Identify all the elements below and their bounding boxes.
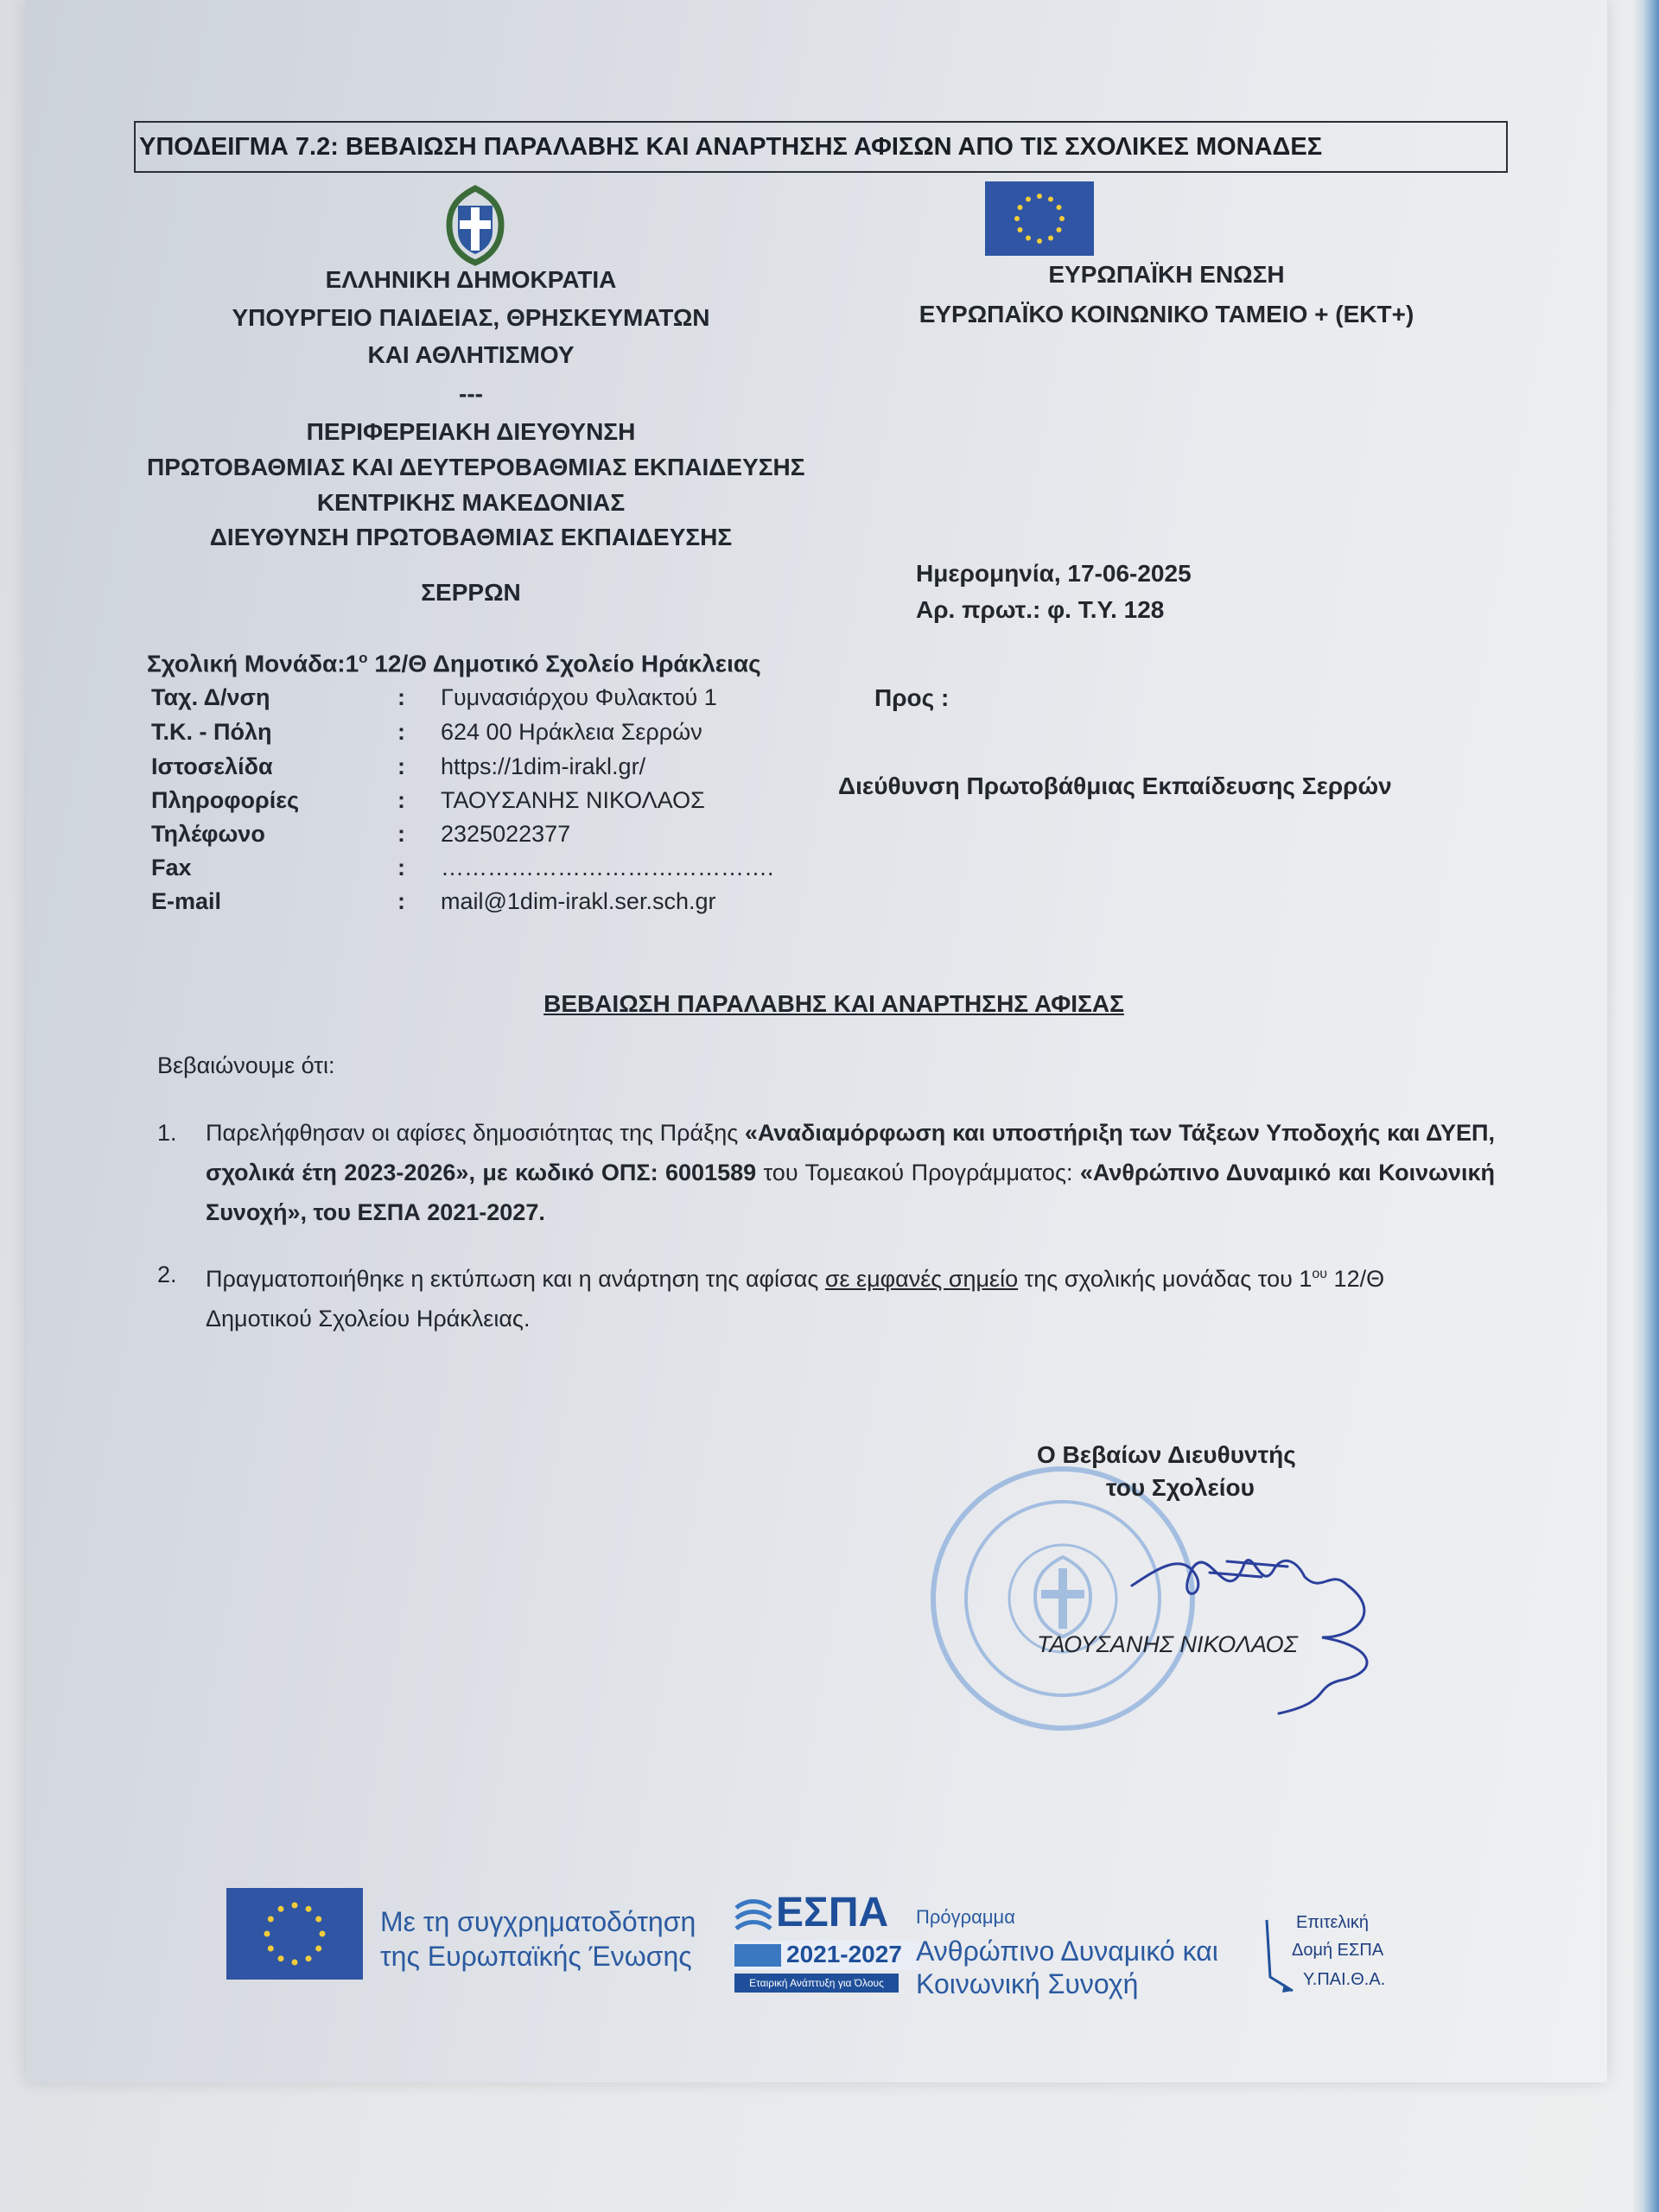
item-2-text: Πραγματοποιήθηκε η εκτύπωση και η ανάρτηση της αφίσας σε εμφανές σημείο της σχολικής μονάδας του $1^{o\upsilon}$ 12/Θ Δημοτικού Σχολείου Ηράκλειας.	[206, 1266, 1385, 1332]
program-label: Πρόγραμμα	[916, 1906, 1015, 1928]
header-education-levels: ΠΡΩΤΟΒΑΘΜΙΑΣ ΚΑΙ ΔΕΥΤΕΡΟΒΑΘΜΙΑΣ ΕΚΠΑΙΔΕΥΣΗΣ	[147, 454, 805, 480]
recipient: Διεύθυνση Πρωτοβάθμιας Εκπαίδευσης Σερρών	[838, 772, 1392, 799]
header-separator: ---	[459, 380, 483, 407]
program-name-line2: Κοινωνική Συνοχή	[916, 1968, 1139, 1999]
signatory-name: ΤΑΟΥΣΑΝΗΣ ΝΙΚΟΛΑΟΣ	[1037, 1631, 1298, 1657]
intro-text: Βεβαιώνουμε ότι:	[157, 1052, 335, 1078]
recipient-label: Προς :	[874, 684, 950, 711]
document-title: ΒΕΒΑΙΩΣΗ ΠΑΡΑΛΑΒΗΣ ΚΑΙ ΑΝΑΡΤΗΣΗΣ ΑΦΙΣΑΣ	[543, 990, 1124, 1017]
header-region: ΚΕΝΤΡΙΚΗΣ ΜΑΚΕΔΟΝΙΑΣ	[316, 489, 626, 516]
header-primary-directorate: ΔΙΕΥΘΥΝΣΗ ΠΡΩΤΟΒΑΘΜΙΑΣ ΕΚΠΑΙΔΕΥΣΗΣ	[209, 524, 733, 550]
header-eu: ΕΥΡΩΠΑΪΚΗ ΕΝΩΣΗ	[1048, 261, 1285, 288]
header-regional-directorate: ΠΕΡΙΦΕΡΕΙΑΚΗ ΔΙΕΥΘΥΝΣΗ	[306, 418, 636, 445]
item-2-number: 2.	[157, 1262, 177, 1287]
signatory-title-cont: του Σχολείου	[1106, 1474, 1255, 1501]
header-ministry: ΥΠΟΥΡΓΕΙΟ ΠΑΙΔΕΙΑΣ, ΘΡΗΣΚΕΥΜΑΤΩΝ	[232, 304, 710, 331]
eu-flag-icon	[985, 181, 1094, 256]
item-1-number: 1.	[157, 1120, 177, 1146]
handwritten-signature-icon	[1123, 1516, 1391, 1715]
header-esf: ΕΥΡΩΠΑΪΚΟ ΚΟΙΝΩΝΙΚΟ ΤΑΜΕΙΟ + (ΕΚΤ+)	[918, 301, 1414, 327]
school-unit: Σχολική $Mo\nu ά\delta\alpha:1^o$ 12/Θ Δημοτικό Σχολείο Ηράκλειας	[147, 650, 761, 677]
contact-info: Ταχ. Δ/νση : Γυμνασιάρχου Φυλακτού 1 Τ.Κ. - Πόλη : 624 00 Ηράκλεια Σερρών Ιστοσελίδα : https://1dim-irakl.gr/ Πληροφορίες : ΤΑΟΥΣΑΝΗΣ ΝΙΚΟΛΑΟΣ Τηλέφωνο : 2325022377 Fax : ……………………………………. E-mail : mail@1dim-irakl.ser.sch.gr	[151, 684, 774, 914]
signatory-title: Ο Βεβαίων Διευθυντής	[1037, 1441, 1296, 1468]
date-line: Ημερομηνία, 17-06-2025	[916, 560, 1192, 587]
espa-years: 2021-2027	[786, 1941, 902, 1967]
espa-tagline: Εταιρική Ανάπτυξη για Όλους	[734, 1974, 899, 1993]
template-title-box: ΥΠΟΔΕΙΓΜΑ 7.2: ΒΕΒΑΙΩΣΗ ΠΑΡΑΛΑΒΗΣ ΚΑΙ ΑΝΑΡΤΗΣΗΣ ΑΦΙΣΩΝ ΑΠΟ ΤΙΣ ΣΧΟΛΙΚΕΣ ΜΟΝΑΔΕΣ	[134, 121, 1508, 173]
footer-eu-line2: της Ευρωπαϊκής Ένωσης	[380, 1941, 692, 1972]
footer-eu-line1: Με τη συγχρηματοδότηση	[380, 1906, 696, 1937]
header-republic: ΕΛΛΗΝΙΚΗ ΔΗΜΟΚΡΑΤΙΑ	[325, 266, 617, 293]
espa-unit-arrow-icon	[1262, 1916, 1296, 1994]
item-1-text: Παρελήφθησαν οι αφίσες δημοσιότητας της Πράξης «Αναδιαμόρφωση και υποστήριξη των Τάξεων Υποδοχής και ΔΥΕΠ, σχολικά έτη 2023-2026», με κωδικό ΟΠΣ: 6001589 του Τομεακού Προγράμματος: «Ανθρώπινο Δυναμικό και Κοινωνική Συνοχή», του ΕΣΠΑ 2021-2027.	[206, 1120, 1495, 1225]
header-ministry-cont: ΚΑΙ ΑΘΛΗΤΙΣΜΟΥ	[367, 341, 575, 368]
espa-unit-line2: Δομή ΕΣΠΑ	[1292, 1941, 1384, 1960]
espa-unit-line1: Επιτελική	[1296, 1913, 1369, 1932]
header-city: ΣΕΡΡΩΝ	[421, 579, 521, 606]
espa-unit-line3: Υ.ΠΑΙ.Θ.Α.	[1303, 1970, 1386, 1989]
espa-band-stripe	[734, 1944, 781, 1967]
protocol-number: Αρ. πρωτ.: φ. Τ.Υ. 128	[916, 596, 1165, 623]
espa-logo-text: ΕΣΠΑ	[776, 1890, 889, 1936]
document-page	[26, 0, 1607, 2082]
espa-stripes-icon	[734, 1897, 772, 1936]
program-name-line1: Ανθρώπινο Δυναμικό και	[916, 1936, 1218, 1967]
espa-years-band	[734, 1941, 919, 1970]
background-edge	[1633, 0, 1659, 2212]
footer-eu-flag-icon	[226, 1888, 363, 1980]
